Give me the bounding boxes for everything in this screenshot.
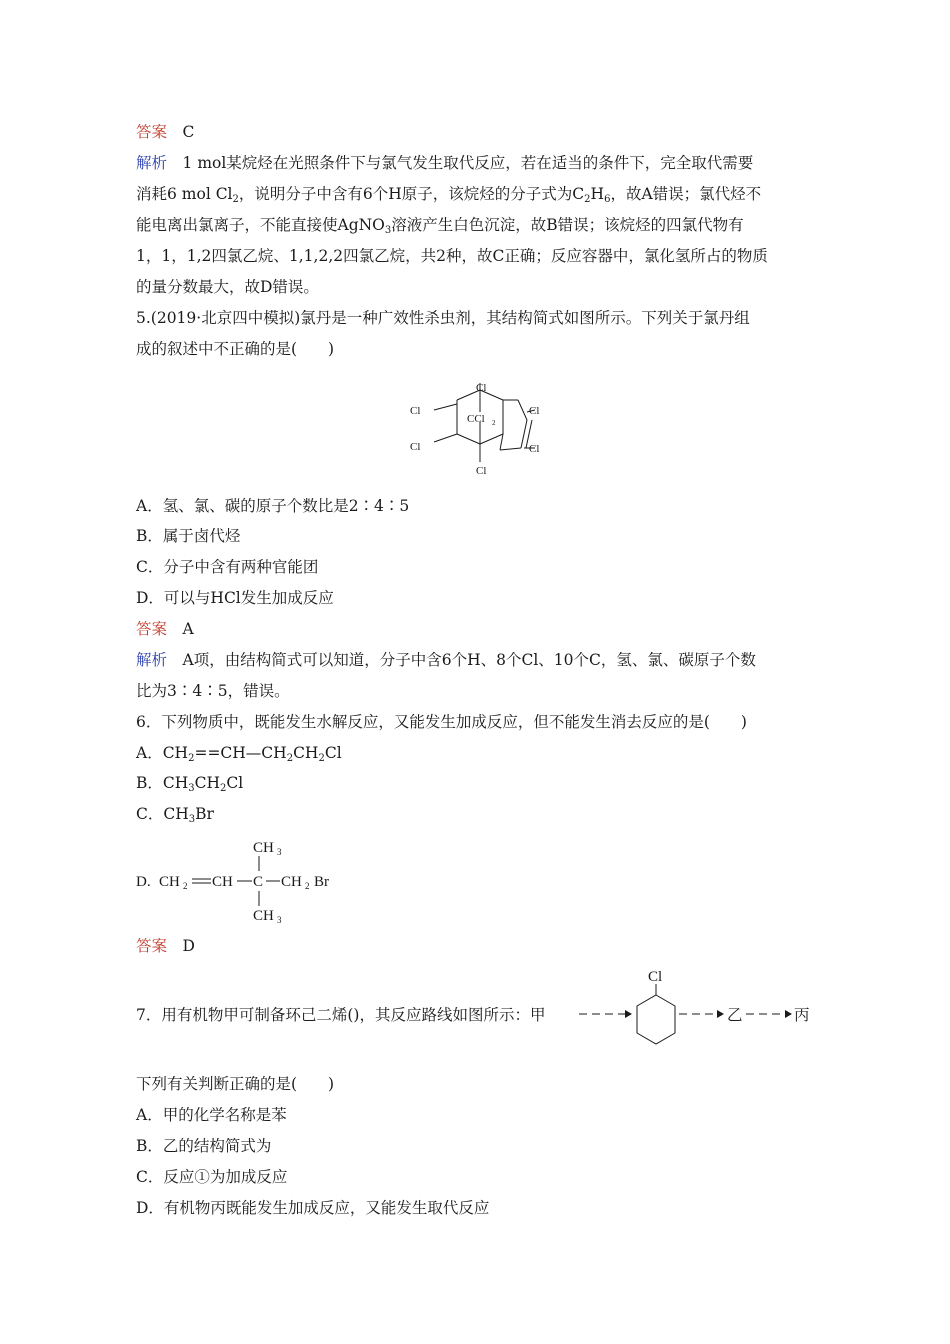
svg-text:C: C bbox=[253, 874, 264, 890]
q6-option-a: A．$CH_2==CH—CH_2CH_2Cl$ bbox=[136, 744, 342, 764]
q5-option-c: C．分子中含有两种官能团 bbox=[136, 558, 319, 576]
cl-label-left-lower: Cl bbox=[410, 441, 421, 453]
option-d-label: D. bbox=[136, 874, 151, 890]
answer-value: A bbox=[182, 620, 194, 638]
q5-option-d: D．可以与HCl发生加成反应 bbox=[136, 589, 334, 607]
q4-answer-line bbox=[136, 122, 194, 142]
q5-stem-line-1: 5.(2019·北京四中模拟)氯丹是一种广效性杀虫剂，其结构简式如图所示。下列关于氯丹组 bbox=[136, 309, 750, 327]
cl-label-right-lower: Cl bbox=[529, 443, 540, 455]
q7-option-d: D．有机物丙既能发生加成反应，又能发生取代反应 bbox=[136, 1199, 490, 1217]
svg-text:2: 2 bbox=[305, 881, 310, 891]
answer-label: 答案 bbox=[136, 620, 168, 638]
answer-value: D bbox=[182, 937, 195, 955]
cl-label-bottom: Cl bbox=[476, 465, 487, 477]
product-b-label: 乙 bbox=[727, 1007, 743, 1024]
analysis-label: 解析 bbox=[136, 651, 168, 669]
q5-stem-line-2: 成的叙述中不正确的是( ) bbox=[136, 340, 335, 358]
q5-analysis-line-2: 比为3∶4∶5，错误。 bbox=[136, 682, 290, 700]
q7-stem: 7．用有机物甲可制备环己二烯()，其反应路线如图所示：甲 bbox=[136, 1006, 546, 1024]
q7-question: 下列有关判断正确的是( ) bbox=[136, 1075, 335, 1093]
q4-analysis-line-1: 解析 1 mol某烷烃在光照条件下与氯气发生取代反应，若在适当的条件下，完全取代需要 bbox=[136, 154, 754, 172]
svg-text:Br: Br bbox=[314, 874, 329, 890]
q7-option-b: B．乙的结构简式为 bbox=[136, 1137, 272, 1155]
product-c-label: 丙 bbox=[794, 1007, 810, 1024]
q6-option-b: B．$CH_3CH_2Cl$ bbox=[136, 774, 244, 794]
svg-text:3: 3 bbox=[277, 915, 282, 925]
q4-analysis-line-2: 消耗6 mol $Cl_2$，说明分子中含有6个H原子，该烷烃的分子式为$C_2H_6$，故A错误；氯代烃不 bbox=[136, 185, 762, 205]
q4-analysis-line-3: 能电离出氯离子，不能直接使AgNO$_3$溶液产生白色沉淀，故B错误；该烷烃的四氯代物有 bbox=[136, 216, 744, 236]
q6-option-c: C．$CH_3Br$ bbox=[136, 805, 214, 825]
q4-analysis-line-5: 的量分数最大，故D错误。 bbox=[136, 278, 319, 296]
cl-label-top: Cl bbox=[476, 382, 487, 394]
chlorine-label: Cl bbox=[648, 969, 663, 985]
ccl2-label: CCl bbox=[467, 413, 485, 425]
q7-option-a: A．甲的化学名称是苯 bbox=[136, 1106, 287, 1124]
q6-stem: 6．下列物质中，既能发生水解反应，又能发生加成反应，但不能发生消去反应的是( ) bbox=[136, 713, 747, 731]
analysis-label: 解析 bbox=[136, 154, 168, 172]
q5-option-a: A．氢、氯、碳的原子个数比是2∶4∶5 bbox=[136, 497, 410, 515]
answer-label: 答案 bbox=[136, 937, 168, 955]
answer-value: C bbox=[182, 123, 195, 141]
svg-text:CH: CH bbox=[253, 908, 274, 924]
svg-text:3: 3 bbox=[277, 847, 282, 857]
q5-option-b: B．属于卤代烃 bbox=[136, 527, 241, 545]
svg-text:CH: CH bbox=[253, 840, 274, 856]
cl-label-left-upper: Cl bbox=[410, 405, 421, 417]
q6-option-d-structure bbox=[134, 834, 354, 928]
svg-text:CH: CH bbox=[159, 874, 180, 890]
q7-option-c: C．反应①为加成反应 bbox=[136, 1168, 288, 1186]
q6-answer-line bbox=[136, 936, 195, 956]
svg-text:2: 2 bbox=[183, 881, 188, 891]
answer-label: 答案 bbox=[136, 123, 168, 141]
q5-analysis-line-1: 解析 A项，由结构简式可以知道，分子中含6个H、8个Cl、10个C，氢、氯、碳原子个数 bbox=[136, 651, 756, 669]
q4-analysis-line-4: 1，1，1,2四氯乙烷、1,1,2,2四氯乙烷，共2种，故C正确；反应容器中，氯化氢所占的物质 bbox=[136, 247, 768, 265]
ccl2-subscript: 2 bbox=[492, 419, 496, 427]
chlordane-structure bbox=[400, 372, 560, 482]
q5-answer-line bbox=[136, 619, 194, 639]
q7-reaction-route bbox=[575, 962, 815, 1062]
svg-text:CH: CH bbox=[212, 874, 233, 890]
svg-text:CH: CH bbox=[281, 874, 302, 890]
cl-label-right-upper: Cl bbox=[529, 405, 540, 417]
